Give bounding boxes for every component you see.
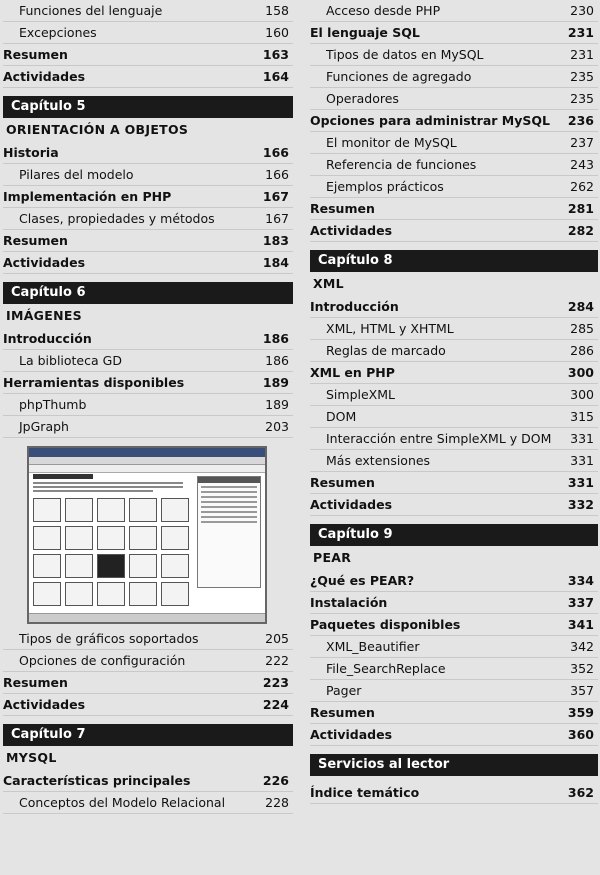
- toc-entry-page: 166: [262, 145, 289, 160]
- toc-entry-title: Introducción: [3, 331, 92, 346]
- toc-entry-page: 337: [567, 595, 594, 610]
- toc-entry-page: 342: [570, 639, 594, 654]
- toc-entry-title: Tipos de datos en MySQL: [326, 47, 484, 62]
- chapter-7-banner: Capítulo 7: [3, 724, 293, 746]
- services-banner: Servicios al lector: [310, 754, 598, 776]
- toc-entry-title: Referencia de funciones: [326, 157, 477, 172]
- toc-entry-title: XML en PHP: [310, 365, 395, 380]
- toc-entry-page: 352: [570, 661, 594, 676]
- toc-entry-page: 164: [262, 69, 289, 84]
- toc-entry: [310, 340, 598, 362]
- toc-entry: [3, 164, 293, 186]
- toc-entry-page: 331: [570, 431, 594, 446]
- toc-entry: [310, 132, 598, 154]
- toc-list: [3, 142, 293, 274]
- toc-entry-page: 160: [265, 25, 289, 40]
- chapter-8-banner: Capítulo 8: [310, 250, 598, 272]
- chapter-7-heading: MYSQL: [6, 750, 57, 765]
- toc-entry: [3, 22, 293, 44]
- toc-entry: [310, 44, 598, 66]
- toc-entry-page: 236: [567, 113, 594, 128]
- toc-entry-page: 284: [567, 299, 594, 314]
- graph-types-screenshot: [27, 446, 267, 624]
- graph-thumbnail: [129, 554, 157, 578]
- toc-entry-page: 231: [570, 47, 594, 62]
- screenshot-titlebar: [29, 448, 265, 457]
- toc-entry: [310, 198, 598, 220]
- toc-entry: [3, 0, 293, 22]
- graph-thumbnail: [161, 582, 189, 606]
- toc-entry-title: Reglas de marcado: [326, 343, 446, 358]
- toc-entry: [310, 636, 598, 658]
- toc-entry: [3, 628, 293, 650]
- toc-entry-title: Opciones para administrar MySQL: [310, 113, 550, 128]
- graph-thumbnail: [65, 526, 93, 550]
- toc-entry-title: XML, HTML y XHTML: [326, 321, 454, 336]
- toc-entry-title: Características principales: [3, 773, 191, 788]
- toc-entry-page: 189: [265, 397, 289, 412]
- toc-entry-page: 281: [567, 201, 594, 216]
- toc-entry: [3, 66, 293, 88]
- toc-entry: [310, 592, 598, 614]
- graph-thumbnail: [161, 498, 189, 522]
- toc-entry-title: Tipos de gráficos soportados: [19, 631, 199, 646]
- toc-entry-title: Implementación en PHP: [3, 189, 172, 204]
- toc-entry-page: 331: [570, 453, 594, 468]
- toc-entry-page: 243: [570, 157, 594, 172]
- toc-entry: [3, 252, 293, 274]
- graph-thumbnail: [33, 526, 61, 550]
- toc-entry-title: El lenguaje SQL: [310, 25, 420, 40]
- chapter-6-banner: Capítulo 6: [3, 282, 293, 304]
- toc-entry-title: JpGraph: [19, 419, 69, 434]
- graph-thumbnail: [65, 498, 93, 522]
- graph-thumbnail: [33, 554, 61, 578]
- toc-entry-title: Clases, propiedades y métodos: [19, 211, 215, 226]
- toc-entry-page: 167: [265, 211, 289, 226]
- graph-thumbnail: [33, 498, 61, 522]
- screenshot-page-content: [33, 474, 193, 614]
- toc-entry-title: Paquetes disponibles: [310, 617, 461, 632]
- toc-entry: [310, 450, 598, 472]
- toc-entry: [3, 142, 293, 164]
- toc-entry-page: 163: [262, 47, 289, 62]
- toc-entry-title: Actividades: [3, 697, 86, 712]
- graph-thumbnail: [129, 526, 157, 550]
- toc-list: [3, 0, 293, 88]
- toc-entry: [310, 110, 598, 132]
- screenshot-address-bar: [29, 465, 265, 473]
- toc-entry-page: 205: [265, 631, 289, 646]
- graph-thumbnail: [65, 582, 93, 606]
- toc-entry-page: 230: [570, 3, 594, 18]
- screenshot-popup-window: [197, 476, 261, 588]
- toc-entry: [310, 296, 598, 318]
- graph-thumbnail: [97, 498, 125, 522]
- graph-thumbnail: [129, 582, 157, 606]
- toc-entry-page: 300: [570, 387, 594, 402]
- toc-entry-page: 228: [265, 795, 289, 810]
- toc-entry-title: Actividades: [310, 223, 393, 238]
- toc-entry-page: 184: [262, 255, 289, 270]
- toc-entry-title: Resumen: [310, 201, 375, 216]
- toc-entry-title: Instalación: [310, 595, 388, 610]
- toc-entry-page: 262: [570, 179, 594, 194]
- toc-entry-page: 186: [262, 331, 289, 346]
- toc-entry-title: Resumen: [310, 705, 375, 720]
- toc-entry-title: Índice temático: [310, 785, 420, 800]
- toc-list: [3, 628, 293, 716]
- toc-entry: [310, 702, 598, 724]
- toc-list: [310, 296, 598, 516]
- toc-entry: [310, 680, 598, 702]
- toc-entry: [310, 570, 598, 592]
- toc-entry-title: Funciones del lenguaje: [19, 3, 163, 18]
- toc-entry-page: 167: [262, 189, 289, 204]
- toc-entry-title: Actividades: [3, 255, 86, 270]
- toc-entry-title: Resumen: [3, 47, 68, 62]
- toc-list: [310, 782, 598, 804]
- toc-entry: [310, 406, 598, 428]
- screenshot-menubar: [29, 457, 265, 465]
- toc-entry-page: 285: [570, 321, 594, 336]
- chapter-5-heading: ORIENTACIÓN A OBJETOS: [6, 122, 189, 137]
- toc-entry: [3, 186, 293, 208]
- toc-entry-page: 183: [262, 233, 289, 248]
- toc-entry-title: File_SearchReplace: [326, 661, 446, 676]
- toc-entry-title: Funciones de agregado: [326, 69, 472, 84]
- toc-entry: [3, 394, 293, 416]
- toc-entry-title: Actividades: [310, 727, 393, 742]
- toc-entry-title: Pilares del modelo: [19, 167, 134, 182]
- toc-entry-page: 341: [567, 617, 594, 632]
- graph-thumbnail: [97, 554, 125, 578]
- toc-entry: [3, 650, 293, 672]
- toc-entry-title: Introducción: [310, 299, 399, 314]
- toc-entry: [3, 792, 293, 814]
- graph-thumbnail: [97, 526, 125, 550]
- toc-entry-page: 237: [570, 135, 594, 150]
- toc-entry: [3, 230, 293, 252]
- toc-entry-title: Acceso desde PHP: [326, 3, 441, 18]
- toc-entry-title: Resumen: [3, 233, 68, 248]
- toc-entry-page: 231: [567, 25, 594, 40]
- toc-entry-title: Conceptos del Modelo Relacional: [19, 795, 226, 810]
- toc-entry-title: XML_Beautifier: [326, 639, 420, 654]
- toc-entry-title: Opciones de configuración: [19, 653, 186, 668]
- graph-thumbnail: [161, 554, 189, 578]
- toc-entry-page: 300: [567, 365, 594, 380]
- graph-thumbnail: [33, 582, 61, 606]
- toc-entry: [310, 66, 598, 88]
- toc-entry: [3, 672, 293, 694]
- toc-entry-page: 222: [265, 653, 289, 668]
- toc-entry-title: Operadores: [326, 91, 399, 106]
- toc-entry: [3, 208, 293, 230]
- toc-entry: [3, 416, 293, 438]
- toc-entry-title: Historia: [3, 145, 59, 160]
- toc-entry-title: Actividades: [3, 69, 86, 84]
- toc-entry-title: Resumen: [3, 675, 68, 690]
- toc-entry-title: La biblioteca GD: [19, 353, 122, 368]
- toc-entry-title: Pager: [326, 683, 362, 698]
- toc-entry-page: 360: [567, 727, 594, 742]
- toc-entry: [310, 428, 598, 450]
- toc-entry: [310, 176, 598, 198]
- toc-entry: [310, 614, 598, 636]
- toc-entry: [3, 694, 293, 716]
- toc-entry-title: Excepciones: [19, 25, 97, 40]
- toc-list: [310, 570, 598, 746]
- toc-entry-page: 331: [567, 475, 594, 490]
- toc-entry-title: Más extensiones: [326, 453, 431, 468]
- chapter-9-heading: PEAR: [313, 550, 352, 565]
- toc-entry: [310, 472, 598, 494]
- chapter-6-heading: IMÁGENES: [6, 308, 82, 323]
- toc-entry: [3, 372, 293, 394]
- toc-entry: [3, 770, 293, 792]
- toc-entry-page: 189: [262, 375, 289, 390]
- toc-entry-title: Interacción entre SimpleXML y DOM: [326, 431, 552, 446]
- toc-entry: [3, 44, 293, 66]
- toc-entry: [310, 0, 598, 22]
- toc-list: [310, 0, 598, 242]
- toc-entry: [310, 318, 598, 340]
- toc-entry: [3, 328, 293, 350]
- toc-entry-page: 362: [567, 785, 594, 800]
- toc-entry-page: 359: [567, 705, 594, 720]
- toc-entry: [310, 658, 598, 680]
- toc-entry: [310, 362, 598, 384]
- toc-entry-page: 334: [567, 573, 594, 588]
- graph-thumbnail: [161, 526, 189, 550]
- toc-entry-title: El monitor de MySQL: [326, 135, 457, 150]
- screenshot-graph-grid: [33, 498, 193, 606]
- toc-right-column: [310, 0, 598, 804]
- toc-entry-page: 158: [265, 3, 289, 18]
- chapter-5-banner: Capítulo 5: [3, 96, 293, 118]
- toc-entry-page: 235: [570, 69, 594, 84]
- toc-entry-page: 286: [570, 343, 594, 358]
- graph-thumbnail: [97, 582, 125, 606]
- toc-entry-title: ¿Qué es PEAR?: [310, 573, 415, 588]
- toc-entry-page: 315: [570, 409, 594, 424]
- toc-entry-page: 186: [265, 353, 289, 368]
- chapter-9-banner: Capítulo 9: [310, 524, 598, 546]
- toc-entry: [310, 782, 598, 804]
- toc-entry-title: phpThumb: [19, 397, 87, 412]
- toc-entry-page: 226: [262, 773, 289, 788]
- graph-thumbnail: [129, 498, 157, 522]
- graph-thumbnail: [65, 554, 93, 578]
- toc-entry-page: 203: [265, 419, 289, 434]
- toc-entry-page: 166: [265, 167, 289, 182]
- toc-entry-page: 332: [567, 497, 594, 512]
- toc-left-column: [3, 0, 293, 814]
- toc-entry: [310, 494, 598, 516]
- toc-entry: [310, 154, 598, 176]
- toc-entry-page: 282: [567, 223, 594, 238]
- toc-entry-page: 357: [570, 683, 594, 698]
- toc-entry-title: Ejemplos prácticos: [326, 179, 444, 194]
- toc-entry-title: SimpleXML: [326, 387, 395, 402]
- screenshot-statusbar: [29, 613, 265, 622]
- toc-entry-title: Herramientas disponibles: [3, 375, 185, 390]
- chapter-8-heading: XML: [313, 276, 344, 291]
- toc-entry: [310, 724, 598, 746]
- toc-entry: [310, 384, 598, 406]
- toc-entry-page: 235: [570, 91, 594, 106]
- toc-entry-page: 224: [262, 697, 289, 712]
- toc-entry-title: Resumen: [310, 475, 375, 490]
- toc-list: [3, 770, 293, 814]
- toc-entry-title: Actividades: [310, 497, 393, 512]
- toc-entry: [310, 220, 598, 242]
- toc-list: [3, 328, 293, 438]
- toc-entry: [310, 88, 598, 110]
- toc-entry: [310, 22, 598, 44]
- toc-entry-title: DOM: [326, 409, 357, 424]
- toc-entry-page: 223: [262, 675, 289, 690]
- toc-entry: [3, 350, 293, 372]
